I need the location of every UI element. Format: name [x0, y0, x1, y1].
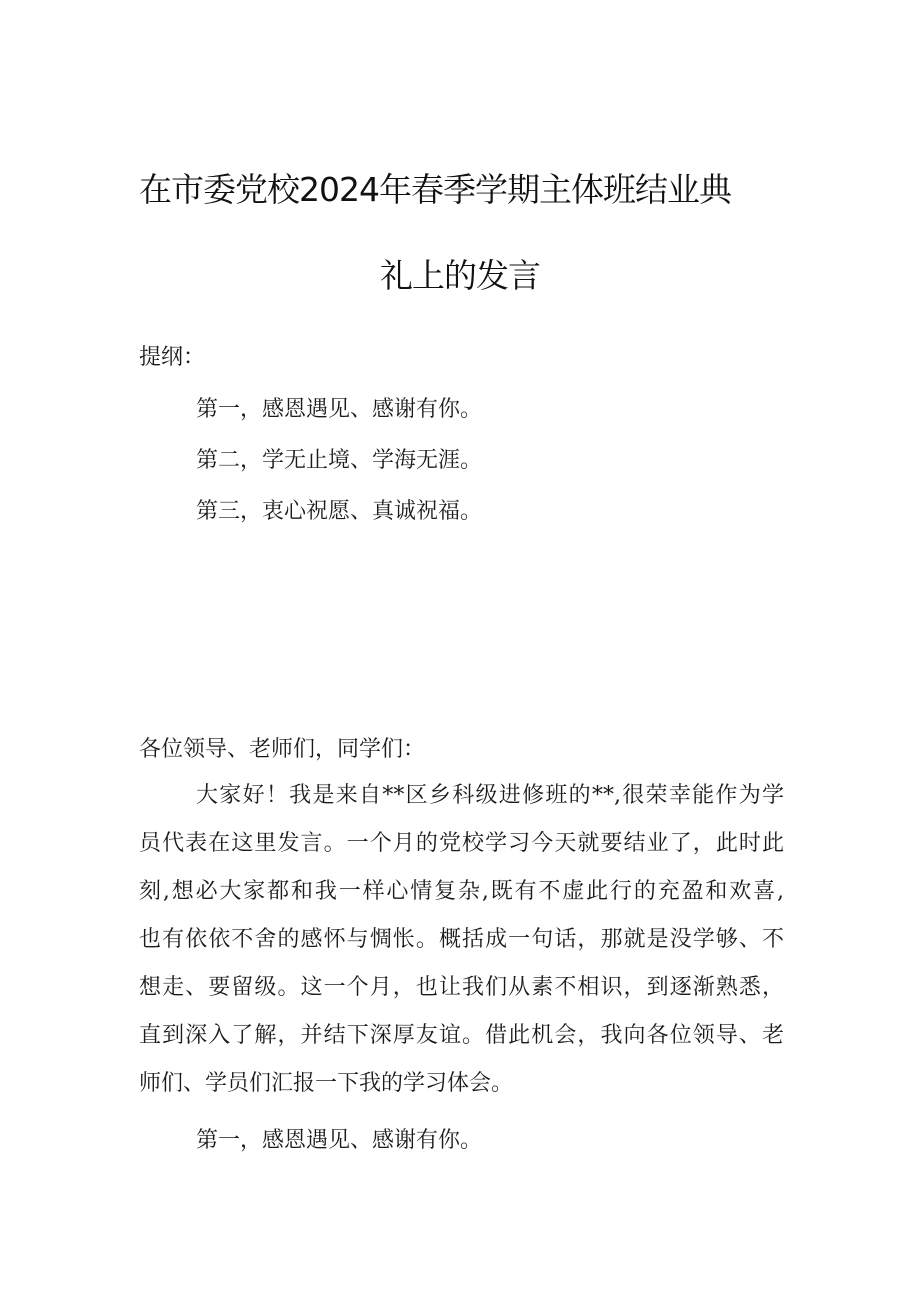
document-title-line-2: 礼上的发言: [380, 256, 540, 295]
paragraph-line: 直到深入了解，并结下深厚友谊。借此机会，我向各位领导、老: [139, 1023, 784, 1048]
section-heading-1: 第一，感恩遇见、感谢有你。: [196, 1128, 483, 1153]
paragraph-line: 员代表在这里发言。一个月的党校学习今天就要结业了，此时此: [139, 831, 784, 856]
outline-label: 提纲：: [139, 345, 206, 370]
document-title-line-1: 在市委党校2024年春季学期主体班结业典: [139, 170, 731, 209]
paragraph-line: 师们、学员们汇报一下我的学习体会。: [139, 1071, 514, 1096]
speech-salutation: 各位领导、老师们，同学们：: [139, 737, 426, 762]
paragraph-line: 刻,想必大家都和我一样心情复杂,既有不虚此行的充盈和欢喜,: [139, 879, 784, 904]
outline-item-1: 第一，感恩遇见、感谢有你。: [196, 397, 483, 422]
paragraph-line: 也有依依不舍的感怀与惆怅。概括成一句话，那就是没学够、不: [139, 927, 784, 952]
outline-item-2: 第二，学无止境、学海无涯。: [196, 448, 483, 473]
paragraph-line: 大家好！我是来自**区乡科级进修班的**,很荣幸能作为学: [196, 783, 784, 808]
paragraph-line: 想走、要留级。这一个月，也让我们从素不相识，到逐渐熟悉，: [139, 975, 784, 1000]
outline-item-3: 第三，衷心祝愿、真诚祝福。: [196, 499, 483, 524]
